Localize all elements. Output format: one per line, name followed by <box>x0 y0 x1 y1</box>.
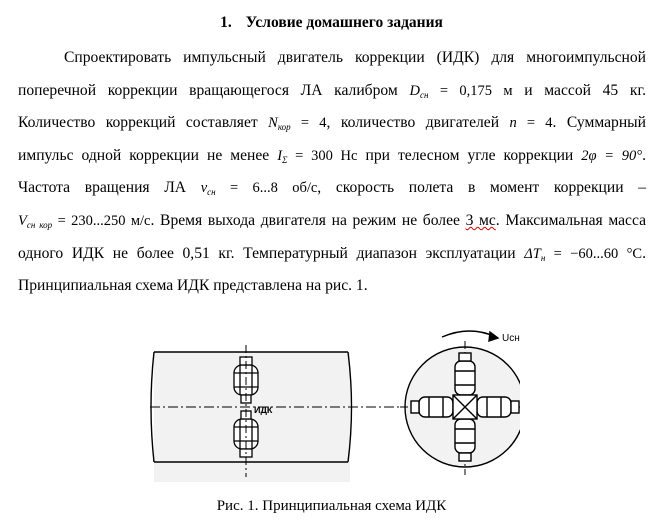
paragraph-line-5 <box>18 172 646 205</box>
formula-engines: n = 4 <box>509 115 553 132</box>
text-run: . Время выхода двигателя на режим не более <box>150 211 460 229</box>
spellcheck-marked-text: 3 мс <box>465 211 496 229</box>
section-heading <box>0 14 663 32</box>
task-paragraph <box>18 42 646 303</box>
formula-corrections: $N_{кор} = 4$ <box>268 115 327 133</box>
text-run: и массой 45 кг. <box>524 81 647 99</box>
text-run: , скорость полета в момент коррекции – <box>317 179 646 197</box>
cross-section-view <box>400 341 520 475</box>
paragraph-line-7 <box>18 238 646 271</box>
rotation-label: Uсн <box>502 333 520 344</box>
paragraph-line-1 <box>18 42 646 75</box>
figure-caption: Рис. 1. Принципиальная схема ИДК <box>216 498 447 514</box>
text-run: Спроектировать импульсный двигатель коррекции (ИДК) для многоимпульсной <box>64 49 646 66</box>
text-run: поперечной коррекции вращающегося ЛА калибром <box>18 81 398 99</box>
formula-frequency: $\nu_{сн} = 6...8$ об/с <box>200 180 318 198</box>
text-run: Количество коррекций составляет <box>18 114 258 132</box>
text-run: Частота вращения ЛА <box>18 179 187 197</box>
side-view <box>151 345 352 482</box>
text-run: . Максимальная масса <box>495 211 647 229</box>
text-run: Принципиальная схема ИДК представлена на рис. 1. <box>18 277 368 295</box>
schematic-figure <box>150 327 520 487</box>
formula-impulse: $I_\Sigma = 300$ Нс <box>277 147 358 165</box>
text-run: , количество двигателей <box>326 114 500 132</box>
section-number: 1. <box>220 14 232 31</box>
paragraph-line-2 <box>18 75 646 108</box>
paragraph-line-6 <box>18 205 646 238</box>
section-title: Условие домашнего задания <box>245 14 443 31</box>
paragraph-line-8 <box>18 270 646 303</box>
text-run: . <box>642 244 647 262</box>
rotation-arrow-icon <box>442 331 498 341</box>
text-run: . <box>642 146 647 164</box>
text-run: импульс одной коррекции не менее <box>18 146 270 164</box>
formula-temperature: $\Delta T_н = -60...60$ °C <box>524 245 643 263</box>
paragraph-line-3 <box>18 107 646 140</box>
text-run: . Суммарный <box>552 114 646 132</box>
formula-velocity: $V_{сн кор} = 230...250$ м/с <box>18 212 151 230</box>
text-run: одного ИДК не более 0,51 кг. Температурный диапазон эксплуатации <box>18 244 516 262</box>
formula-diameter: $D_{сн} = 0,175$ м <box>409 82 513 100</box>
paragraph-line-4 <box>18 140 646 173</box>
text-run: при телесном угле коррекции <box>365 146 574 164</box>
formula-angle: 2φ = 90° <box>581 147 643 164</box>
side-view-label: ИДК <box>254 405 273 415</box>
